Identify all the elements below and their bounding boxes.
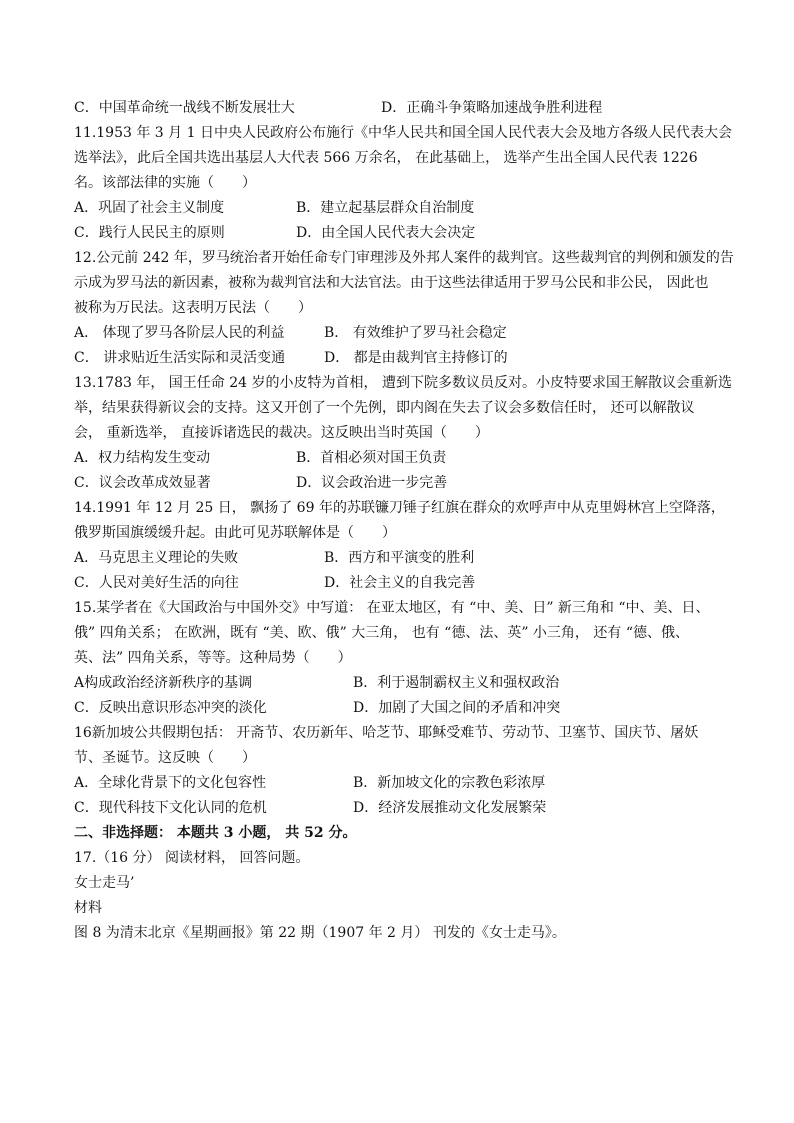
- q17-material-text: 图 8 为清末北京《星期画报》第 22 期（1907 年 2 月） 刊发的《女士走马》。: [74, 925, 566, 941]
- q15-option-d: D．加剧了大国之间的矛盾和冲突: [353, 700, 561, 716]
- q15-stem-line-1: 15.某学者在《大国政治与中国外交》中写道： 在亚太地区，有 “中、美、日” 新三角和 “中、美、日、: [74, 600, 710, 616]
- q12-stem-line-3: 被称为万民法。这表明万民法（ ）: [74, 300, 312, 316]
- q17-subtitle: 女士走马’: [74, 875, 135, 891]
- q10-option-d: D．正确斗争策略加速战争胜利进程: [381, 100, 603, 116]
- q16-option-b: B．新加坡文化的宗教色彩浓厚: [353, 775, 546, 791]
- q14-option-d: D．社会主义的自我完善: [324, 575, 476, 591]
- q14-option-b: B．西方和平演变的胜利: [324, 550, 475, 566]
- q15-option-b: B．利于遏制霸权主义和强权政治: [353, 675, 560, 691]
- q13-option-b: B．首相必须对国王负责: [296, 450, 447, 466]
- q13-option-c: C．议会改革成效显著: [74, 475, 211, 491]
- q11-option-c: C．践行人民民主的原则: [74, 225, 225, 241]
- q12-option-d: D． 都是由裁判官主持修订的: [324, 350, 508, 366]
- q17-material-label: 材料: [74, 900, 102, 916]
- q17-intro: 17.（16 分） 阅读材料， 回答问题。: [74, 850, 310, 866]
- q14-stem-line-2: 俄罗斯国旗缓缓升起。由此可见苏联解体是（ ）: [74, 525, 396, 541]
- q14-stem-line-1: 14.1991 年 12 月 25 日， 飘扬了 69 年的苏联镰刀锤子红旗在群众的欢呼声中从克里姆林宫上空降落，: [74, 500, 725, 516]
- q11-stem-line-3: 名。该部法律的实施（ ）: [74, 175, 256, 191]
- q12-option-b: B． 有效维护了罗马社会稳定: [324, 325, 507, 341]
- q12-stem-line-2: 示成为罗马法的新因素，被称为裁判官法和大法官法。由于这些法律适用于罗马公民和非公民， 因此也: [74, 275, 709, 291]
- q13-stem-line-1: 13.1783 年， 国王任命 24 岁的小皮特为首相， 遭到下院多数议员反对。小皮特要求国王解散议会重新选: [74, 375, 732, 391]
- section-heading: 二、非选择题： 本题共 3 小题， 共 52 分。: [74, 825, 357, 841]
- q15-stem-line-3: 英、法” 四角关系，等等。这种局势（ ）: [74, 650, 352, 666]
- q11-option-a: A．巩固了社会主义制度: [74, 200, 225, 216]
- q11-option-b: B．建立起基层群众自治制度: [296, 200, 475, 216]
- q16-option-c: C．现代科技下文化认同的危机: [74, 800, 267, 816]
- q15-option-a: A构成政治经济新秩序的基调: [74, 675, 253, 691]
- q15-stem-line-2: 俄” 四角关系； 在欧洲，既有 “美、欧、俄” 大三角， 也有 “德、法、英” 小三角， 还有 “德、俄、: [74, 625, 689, 641]
- q11-stem-line-1: 11.1953 年 3 月 1 日中央人民政府公布施行《中华人民共和国全国人民代表大会及地方各级人民代表大会: [74, 125, 732, 141]
- q12-option-a: A． 体现了罗马各阶层人民的利益: [74, 325, 285, 341]
- q14-option-a: A．马克思主义理论的失败: [74, 550, 239, 566]
- q13-stem-line-3: 会， 重新选举， 直接诉诸选民的裁决。这反映出当时英国（ ）: [74, 425, 489, 441]
- q16-stem-line-1: 16新加坡公共假期包括： 开斋节、农历新年、哈芝节、耶稣受难节、劳动节、卫塞节、国庆节、屠妖: [74, 725, 699, 741]
- q13-option-a: A．权力结构发生变动: [74, 450, 211, 466]
- q16-option-a: A．全球化背景下的文化包容性: [74, 775, 267, 791]
- q14-option-c: C．人民对美好生活的向往: [74, 575, 239, 591]
- q13-stem-line-2: 举，结果获得新议会的支持。这又开创了一个先例，即内阁在失去了议会多数信任时， 还可以解散议: [74, 400, 695, 416]
- q16-stem-line-2: 节、圣诞节。这反映（ ）: [74, 750, 256, 766]
- q11-stem-line-2: 选举法》，此后全国共选出基层人大代表 566 万余名， 在此基础上， 选举产生出全国人民代表 1226: [74, 150, 698, 166]
- q16-option-d: D．经济发展推动文化发展繁荣: [353, 800, 547, 816]
- q10-option-c: C．中国革命统一战线不断发展壮大: [74, 100, 295, 116]
- q11-option-d: D．由全国人民代表大会决定: [296, 225, 476, 241]
- q15-option-c: C．反映出意识形态冲突的淡化: [74, 700, 267, 716]
- q13-option-d: D．议会政治进一步完善: [296, 475, 448, 491]
- q12-stem-line-1: 12.公元前 242 年，罗马统治者开始任命专门审理涉及外邦人案件的裁判官。这些裁判官的判例和颁发的告: [74, 250, 734, 266]
- q12-option-c: C． 讲求贴近生活实际和灵活变通: [74, 350, 286, 366]
